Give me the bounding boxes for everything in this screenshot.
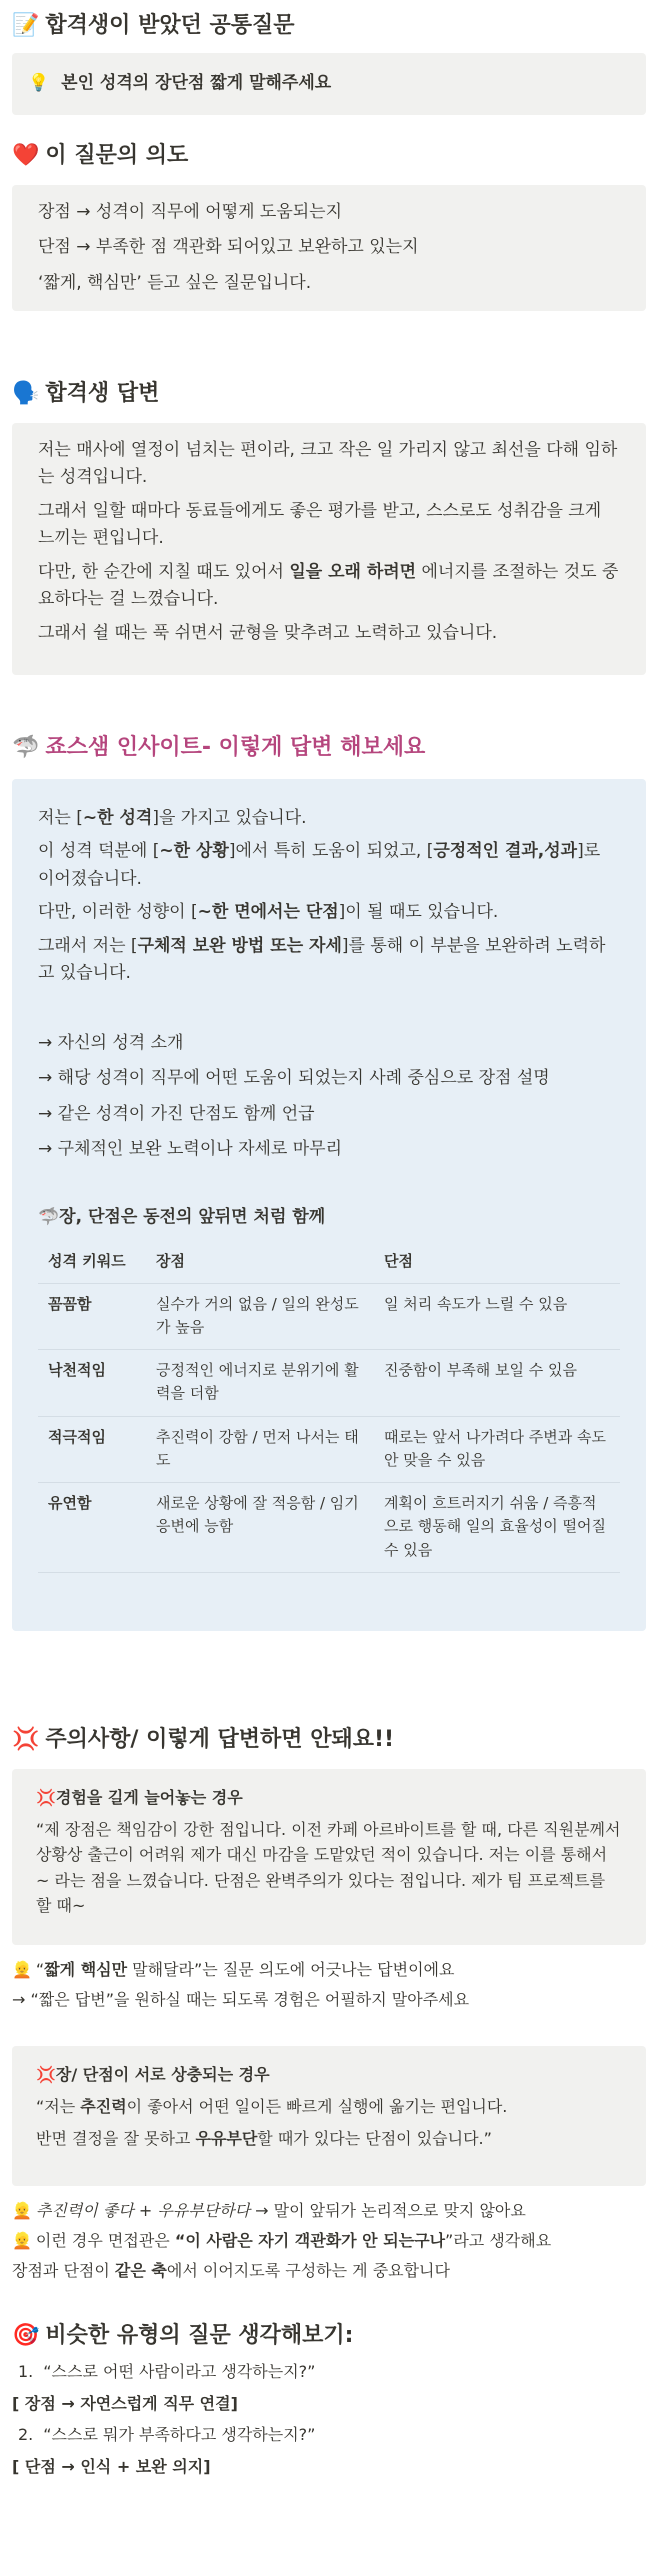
template-text: ]이 될 때도 있습니다. xyxy=(338,902,499,923)
template-text: 다만, 이러한 성향이 [ xyxy=(38,902,198,923)
step-item: → 자신의 성격 소개 xyxy=(38,1032,184,1053)
intent-title xyxy=(12,142,646,171)
template-bold: 구체적 보완 방법 또는 자세 xyxy=(137,935,342,956)
similar-title xyxy=(12,2322,646,2351)
caution-subtitle-text: 장/ 단점이 서로 상충되는 경우 xyxy=(55,2065,270,2085)
table-subtitle-text: 장, 단점은 동전의 앞뒤면 처럼 함께 xyxy=(59,1206,326,1227)
note-bold: “이 사람은 자기 객관화가 안 되는구나 xyxy=(174,2231,446,2251)
template-text: 저는 [ xyxy=(38,807,83,828)
template-text: ]로 이어졌습니다. xyxy=(38,841,601,889)
quote-text: 이 좋아서 어떤 일이든 빠르게 실행에 옮기는 편입니다. xyxy=(126,2097,508,2117)
table-cell: 꼼꼼함 xyxy=(38,1283,146,1350)
insight-callout xyxy=(12,779,646,1631)
list-number: 2. xyxy=(18,2425,34,2445)
template-bold: ~한 면에서는 단점 xyxy=(197,902,339,923)
caution-note xyxy=(12,2258,646,2284)
person-icon: 👱 xyxy=(12,2231,32,2251)
step-item: → 같은 성격이 가진 단점도 함께 언급 xyxy=(38,1103,315,1124)
note-bold: 같은 축 xyxy=(114,2261,167,2281)
table-cell: 실수가 거의 없음 / 일의 완성도가 높음 xyxy=(146,1283,374,1350)
list-number: 1. xyxy=(18,2361,34,2381)
note-text: 이런 경우 면접관은 xyxy=(35,2231,175,2251)
quote-text: 반면 결정을 잘 못하고 xyxy=(36,2129,196,2149)
template-line xyxy=(38,838,620,893)
template-bold: ~한 상황 xyxy=(159,841,229,862)
table-cell: 계획이 흐트러지기 쉬움 / 즉흥적으로 행동해 일의 효율성이 떨어질 수 있음 xyxy=(374,1483,620,1573)
insight-section xyxy=(12,734,646,1631)
step-item: → 구체적인 보완 노력이나 자세로 마무리 xyxy=(38,1139,343,1160)
traits-table xyxy=(38,1241,620,1573)
note-text: → 말이 앞뒤가 논리적으로 맞지 않아요 xyxy=(250,2201,526,2221)
quote-text: 할 때가 있다는 단점이 있습니다.” xyxy=(257,2129,492,2149)
caution-callout-1 xyxy=(12,1769,646,1945)
caution-callout-2 xyxy=(12,2046,646,2186)
template-text: ]를 통해 이 부분을 보완하려 노력하고 있습니다. xyxy=(38,935,606,984)
header-section xyxy=(12,12,646,115)
table-row xyxy=(38,1283,620,1350)
speaking-head-icon: 🗣️ xyxy=(12,381,40,406)
target-icon: 🎯 xyxy=(12,2323,40,2348)
answer-text: 다만, 한 순간에 지칠 때도 있어서 xyxy=(38,561,290,582)
caution-subtitle xyxy=(36,1785,622,1811)
note-italic: 추진력이 좋다 + 우유부단하다 xyxy=(35,2201,251,2221)
intent-callout xyxy=(12,185,646,311)
answer-section xyxy=(12,380,646,675)
template-text: 그래서 저는 [ xyxy=(38,935,138,956)
template-text: 이 성격 덕분에 [ xyxy=(38,841,160,862)
intent-line: 장점 → 성격이 직무에 어떻게 도움되는지 xyxy=(38,201,343,222)
answer-paragraph: 그래서 일할 때마다 동료들에게도 좋은 평가를 받고, 스스로도 성취감을 크게 느끼는 편입니다. xyxy=(38,500,602,549)
template-text: ]에서 특히 도움이 되었고, [ xyxy=(228,841,434,862)
table-row xyxy=(38,1350,620,1417)
question-text: “스스로 어떤 사람이라고 생각하는지?” xyxy=(43,2361,316,2381)
table-cell: 일 처리 속도가 느릴 수 있음 xyxy=(374,1283,620,1350)
person-icon: 👱 xyxy=(12,1959,32,1979)
intent-line: 단점 → 부족한 점 객관화 되어있고 보완하고 있는지 xyxy=(38,237,419,258)
memo-icon: 📝 xyxy=(12,13,40,38)
question-text: “스스로 뭐가 부족하다고 생각하는지?” xyxy=(43,2425,316,2445)
similar-title-text: 비슷한 유형의 질문 생각해보기: xyxy=(45,2323,354,2348)
table-cell: 유연함 xyxy=(38,1483,146,1573)
insight-title xyxy=(12,734,646,763)
table-subtitle xyxy=(38,1204,620,1232)
table-header: 단점 xyxy=(374,1241,620,1283)
insight-title-text: 죠스샘 인사이트- 이렇게 답변 해보세요 xyxy=(45,735,426,760)
caution-note xyxy=(12,2228,646,2254)
table-cell: 낙천적임 xyxy=(38,1350,146,1417)
table-cell: 긍정적인 에너지로 분위기에 활력을 더함 xyxy=(146,1350,374,1417)
intent-line: ‘짧게, 핵심만’ 듣고 싶은 질문입니다. xyxy=(38,272,312,293)
intent-section xyxy=(12,142,646,311)
heart-icon: ❤️ xyxy=(12,143,40,168)
page-title xyxy=(12,12,646,41)
answer-title xyxy=(12,380,646,409)
shark-icon: 🦈 xyxy=(12,735,40,760)
caution-quote: “제 장점은 책임감이 강한 점입니다. 이전 카페 아르바이트를 할 때, 다른 직원분께서 상황상 출근이 어려워 제가 대신 마감을 도맡았던 적이 있습니다. 저는 이를 통해서 ~ 라는 점을 느꼈습니다. 단점은 완벽주의가 있다는 점입니다. 제가 팀 프로젝트를 할 때~ xyxy=(36,1819,621,1916)
caution-section xyxy=(12,1726,646,2284)
similar-question xyxy=(12,2422,646,2448)
page-title-text: 합격생이 받았던 공통질문 xyxy=(45,13,295,38)
template-line xyxy=(38,805,620,833)
table-row xyxy=(38,1483,620,1573)
table-row xyxy=(38,1416,620,1483)
note-text: 말해달라”는 질문 의도에 어긋나는 답변이에요 xyxy=(127,1959,455,1979)
caution-note: → “짧은 답변”을 원하실 때는 되도록 경험은 어필하지 말아주세요 xyxy=(12,1989,470,2009)
table-cell: 진중함이 부족해 보일 수 있음 xyxy=(374,1350,620,1417)
answer-paragraph: 저는 매사에 열정이 넘치는 편이라, 크고 작은 일 가리지 않고 최선을 다해 임하는 성격입니다. xyxy=(38,439,618,488)
caution-subtitle-text: 경험을 길게 늘어놓는 경우 xyxy=(55,1787,243,1807)
caution-note xyxy=(12,1957,646,1983)
answer-paragraph: 그래서 쉴 때는 푹 쉬면서 균형을 맞추려고 노력하고 있습니다. xyxy=(38,622,498,643)
note-text: ”라고 생각해요 xyxy=(445,2231,552,2251)
table-cell: 새로운 상황에 잘 적응함 / 임기응변에 능함 xyxy=(146,1483,374,1573)
template-text: ]을 가지고 있습니다. xyxy=(152,807,307,828)
caution-subtitle xyxy=(36,2062,622,2088)
anger-icon: 💢 xyxy=(36,2065,56,2085)
template-line xyxy=(38,933,620,988)
answer-title-text: 합격생 답변 xyxy=(45,381,160,406)
table-header: 성격 키워드 xyxy=(38,1241,146,1283)
similar-answer-hint: [ 단점 → 인식 + 보완 의지] xyxy=(12,2457,211,2477)
quote-text: “저는 xyxy=(36,2097,81,2117)
answer-paragraph xyxy=(38,559,620,614)
caution-quote xyxy=(36,2126,622,2152)
anger-icon: 💢 xyxy=(12,1727,40,1752)
template-bold: 긍정적인 결과,성과 xyxy=(433,841,578,862)
table-cell: 때로는 앞서 나가려다 주변과 속도 안 맞을 수 있음 xyxy=(374,1416,620,1483)
anger-icon: 💢 xyxy=(36,1787,56,1807)
similar-answer-hint: [ 장점 → 자연스럽게 직무 연결] xyxy=(12,2393,238,2413)
quote-bold: 우유부단 xyxy=(195,2129,258,2149)
answer-bold: 일을 오래 하려면 xyxy=(289,561,417,582)
note-text: “ xyxy=(35,1959,45,1979)
similar-section xyxy=(12,2322,646,2480)
lightbulb-icon: 💡 xyxy=(28,72,50,93)
template-bold: ~한 성격 xyxy=(82,807,153,828)
table-cell: 추진력이 강함 / 먼저 나서는 태도 xyxy=(146,1416,374,1483)
similar-question xyxy=(12,2359,646,2385)
caution-title xyxy=(12,1726,646,1755)
caution-quote xyxy=(36,2094,622,2120)
answer-text: 에너지를 조절하는 것도 중요하다는 걸 느꼈습니다. xyxy=(38,561,619,610)
person-icon: 👱 xyxy=(12,2201,32,2221)
intent-title-text: 이 질문의 의도 xyxy=(45,143,189,168)
table-header: 장점 xyxy=(146,1241,374,1283)
step-item: → 해당 성격이 직무에 어떤 도움이 되었는지 사례 중심으로 장점 설명 xyxy=(38,1068,550,1089)
table-header-row xyxy=(38,1241,620,1283)
caution-title-text: 주의사항/ 이렇게 답변하면 안돼요!! xyxy=(45,1727,395,1752)
question-text: 본인 성격의 장단점 짧게 말해주세요 xyxy=(61,72,332,93)
quote-bold: 추진력 xyxy=(80,2097,127,2117)
note-text: 장점과 단점이 xyxy=(12,2261,115,2281)
shark-icon: 🦈 xyxy=(38,1206,60,1227)
note-text: 에서 이어지도록 구성하는 게 중요합니다 xyxy=(166,2261,450,2281)
template-line xyxy=(38,899,620,927)
note-bold: 짧게 핵심만 xyxy=(44,1959,128,1979)
question-callout xyxy=(12,53,646,115)
caution-note xyxy=(12,2198,646,2224)
steps-list xyxy=(38,1030,620,1164)
answer-callout xyxy=(12,423,646,675)
table-cell: 적극적임 xyxy=(38,1416,146,1483)
